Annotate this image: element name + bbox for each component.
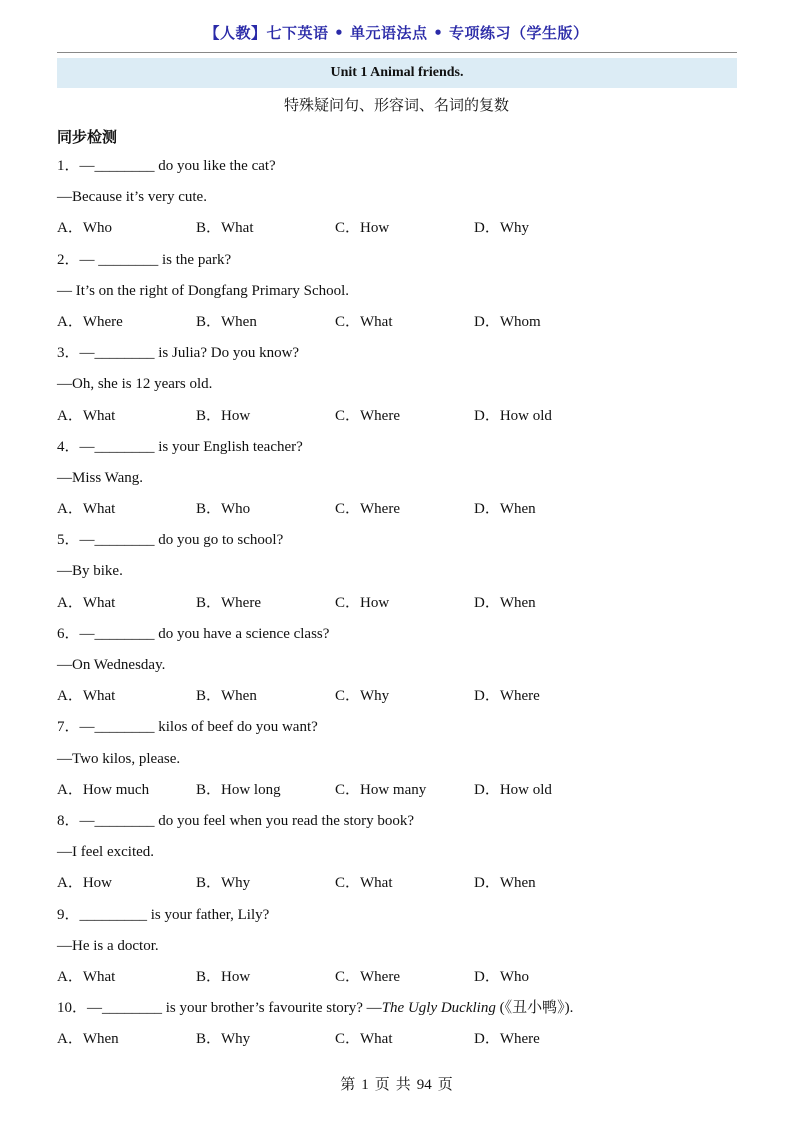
footer-text: 第 bbox=[340, 1077, 356, 1093]
option-a: A．What bbox=[57, 594, 116, 611]
stem-suffix: (《丑小鸭》). bbox=[495, 1000, 574, 1017]
option-c: C．How many bbox=[335, 781, 427, 798]
option-b: B．How long bbox=[196, 781, 281, 798]
option-b: B．Why bbox=[196, 1031, 251, 1048]
question-stem: 9．_________ is your father, Lily? bbox=[57, 906, 270, 923]
question-reply: —Two kilos, please. bbox=[57, 750, 181, 767]
total-pages: 94 bbox=[416, 1077, 432, 1093]
option-b: B．How bbox=[196, 968, 251, 985]
question-reply: — It’s on the right of Dongfang Primary School. bbox=[57, 282, 350, 299]
option-c: C．Why bbox=[335, 688, 390, 705]
option-b: B．Who bbox=[196, 501, 251, 518]
document-header: 【人教】七下英语 • 单元语法点 • 专项练习（学生版） bbox=[204, 24, 589, 42]
topic-title: 特殊疑问句、形容词、名词的复数 bbox=[283, 96, 509, 114]
question-reply: —On Wednesday. bbox=[57, 657, 166, 673]
option-a: A．Where bbox=[57, 313, 123, 330]
option-c: C．What bbox=[335, 875, 393, 892]
question-reply: —By bike. bbox=[57, 563, 123, 580]
option-d: D．When bbox=[474, 501, 536, 518]
option-row bbox=[57, 962, 747, 993]
question-reply: —Oh, she is 12 years old. bbox=[57, 376, 213, 393]
option-row bbox=[57, 401, 747, 432]
page-footer bbox=[0, 1073, 793, 1094]
page-number: 1 bbox=[361, 1077, 369, 1093]
option-c: C．What bbox=[335, 1031, 393, 1048]
story-title: The Ugly Duckling bbox=[381, 1000, 496, 1017]
option-a: A．How much bbox=[57, 781, 150, 798]
question-stem: 8．—________ do you feel when you read the story book? bbox=[57, 812, 415, 829]
option-a: A．What bbox=[57, 407, 116, 424]
question-stem: 2．— ________ is the park? bbox=[57, 251, 232, 268]
footer-text: 页 bbox=[437, 1077, 453, 1093]
option-d: D．Where bbox=[474, 688, 540, 705]
question-reply: —Because it’s very cute. bbox=[57, 189, 207, 206]
unit-title-bar: Unit 1 Animal friends. bbox=[57, 58, 737, 88]
option-a: A．What bbox=[57, 501, 116, 518]
option-row bbox=[57, 213, 747, 244]
option-c: C．How bbox=[335, 594, 390, 611]
option-row bbox=[57, 494, 747, 525]
option-a: A．Who bbox=[57, 220, 112, 237]
option-d: D．Whom bbox=[474, 313, 541, 330]
question-stem: 6．—________ do you have a science class? bbox=[57, 625, 330, 642]
option-d: D．When bbox=[474, 875, 536, 892]
footer-text: 页 bbox=[374, 1077, 390, 1093]
option-row bbox=[57, 681, 747, 712]
question-stem: 5．—________ do you go to school? bbox=[57, 532, 284, 549]
question-stem bbox=[57, 993, 747, 1024]
option-a: A．What bbox=[57, 968, 116, 985]
question-stem: 7．—________ kilos of beef do you want? bbox=[57, 719, 318, 736]
option-b: B．What bbox=[196, 220, 254, 237]
option-c: C．How bbox=[335, 220, 390, 237]
option-a: A．What bbox=[57, 688, 116, 705]
option-row bbox=[57, 1024, 747, 1055]
option-d: D．Who bbox=[474, 968, 529, 985]
header-rule bbox=[57, 52, 737, 53]
footer-text: 共 bbox=[395, 1077, 411, 1093]
option-row bbox=[57, 307, 747, 338]
option-b: B．Why bbox=[196, 875, 251, 892]
option-b: B．Where bbox=[196, 594, 261, 611]
option-row bbox=[57, 775, 747, 806]
question-stem: 4．—________ is your English teacher? bbox=[57, 438, 303, 455]
option-row bbox=[57, 588, 747, 619]
option-c: C．Where bbox=[335, 968, 400, 985]
question-stem: 3．—________ is Julia? Do you know? bbox=[57, 345, 300, 362]
option-c: C．Where bbox=[335, 501, 400, 518]
section-heading: 同步检测 bbox=[57, 128, 118, 146]
option-b: B．How bbox=[196, 407, 251, 424]
option-d: D．How old bbox=[474, 781, 552, 798]
question-reply: —I feel excited. bbox=[57, 844, 155, 861]
option-a: A．How bbox=[57, 875, 112, 892]
option-row bbox=[57, 868, 747, 899]
option-d: D．When bbox=[474, 594, 536, 611]
question-reply: —He is a doctor. bbox=[57, 937, 159, 954]
option-c: C．Where bbox=[335, 407, 400, 424]
option-d: D．Why bbox=[474, 220, 529, 237]
option-d: D．How old bbox=[474, 407, 552, 424]
option-b: B．When bbox=[196, 313, 257, 330]
question-stem: 1．—________ do you like the cat? bbox=[57, 158, 276, 174]
stem-prefix: 10．—________ is your brother’s favourite story? — bbox=[57, 1000, 382, 1017]
option-a: A．When bbox=[57, 1031, 119, 1048]
option-b: B．When bbox=[196, 688, 257, 705]
question-list bbox=[57, 151, 747, 1055]
option-c: C．What bbox=[335, 313, 393, 330]
question-reply: —Miss Wang. bbox=[57, 469, 144, 486]
option-d: D．Where bbox=[474, 1031, 540, 1048]
